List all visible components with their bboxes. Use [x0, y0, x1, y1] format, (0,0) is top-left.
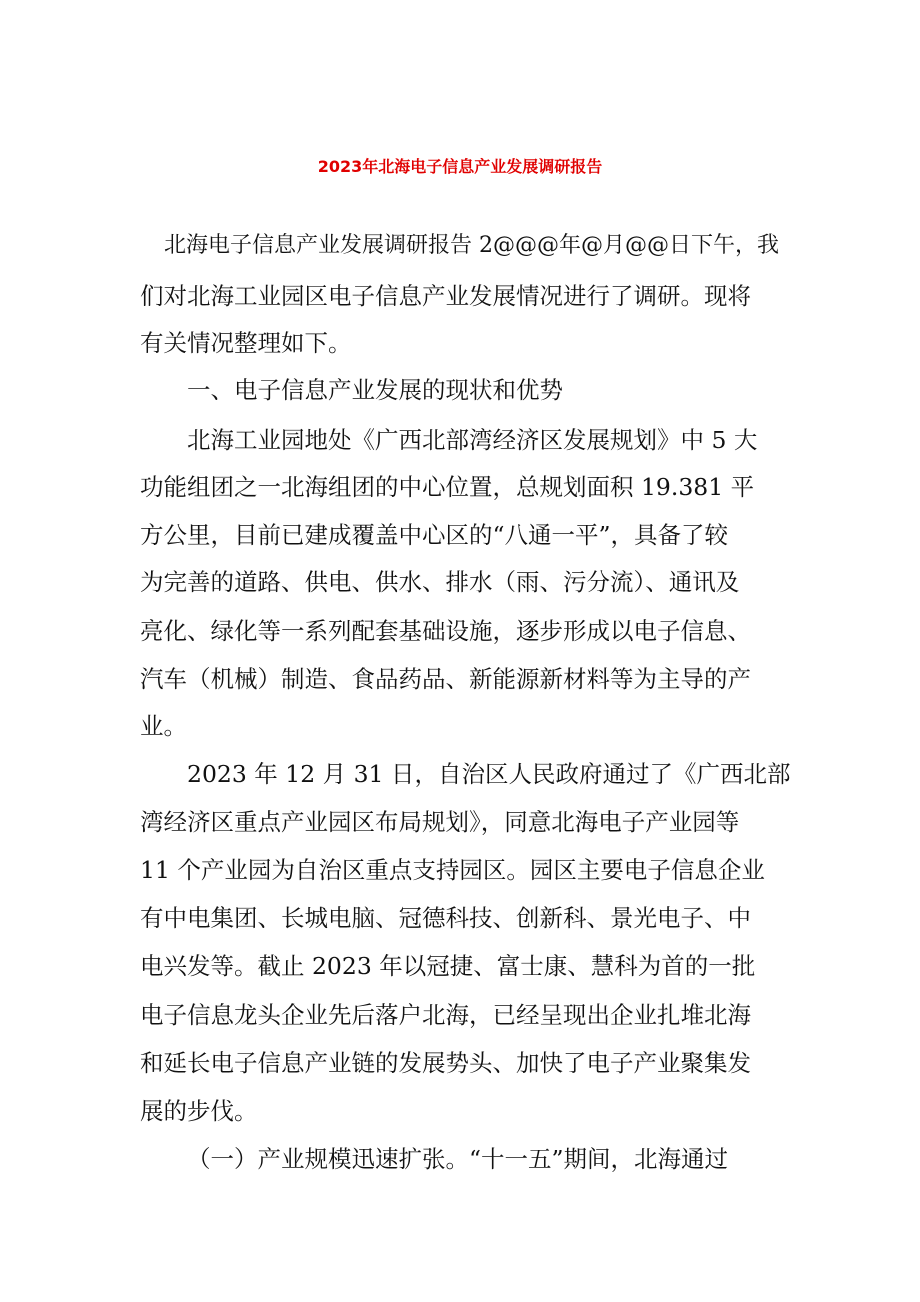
paragraph-line: 业。 [140, 712, 187, 740]
paragraph-line: 2023 年 12 月 31 日，自治区人民政府通过了《广西北部 [187, 760, 791, 788]
paragraph-line: 亮化、绿化等一系列配套基础设施，逐步形成以电子信息、 [140, 617, 751, 645]
paragraph-line: 和延长电子信息产业链的发展势头、加快了电子产业聚集发 [140, 1049, 751, 1077]
paragraph-line: 为完善的道路、供电、供水、排水（雨、污分流）、通讯及 [140, 568, 740, 596]
paragraph-line: 功能组团之一北海组团的中心位置，总规划面积 19.381 平 [140, 473, 755, 501]
paragraph-line: 电子信息龙头企业先后落户北海，已经呈现出企业扎堆北海 [140, 1001, 751, 1029]
paragraph-line: 北海工业园地处《广西北部湾经济区发展规划》中 5 大 [187, 426, 758, 454]
paragraph-line: 们对北海工业园区电子信息产业发展情况进行了调研。现将 [140, 282, 751, 310]
paragraph-line: 方公里，目前已建成覆盖中心区的“八通一平”，具备了较 [140, 521, 729, 549]
paragraph-line: 11 个产业园为自治区重点支持园区。园区主要电子信息企业 [140, 856, 765, 884]
document-title: 2023年北海电子信息产业发展调研报告 [317, 157, 603, 176]
paragraph-line: 北海电子信息产业发展调研报告 2@@@年@月@@日下午，我 [164, 233, 779, 258]
section-heading: 一、电子信息产业发展的现状和优势 [187, 376, 563, 404]
subsection-heading: （一）产业规模迅速扩张。“十一五”期间，北海通过 [187, 1145, 729, 1173]
paragraph-line: 电兴发等。截止 2023 年以冠捷、富士康、慧科为首的一批 [140, 952, 756, 980]
paragraph-line: 有中电集团、长城电脑、冠德科技、创新科、景光电子、中 [140, 904, 751, 932]
paragraph-line: 湾经济区重点产业园区布局规划》，同意北海电子产业园等 [140, 808, 740, 836]
paragraph-line: 汽车（机械）制造、食品药品、新能源新材料等为主导的产 [140, 665, 751, 693]
paragraph-line: 展的步伐。 [140, 1097, 258, 1125]
paragraph-line: 有关情况整理如下。 [140, 329, 352, 357]
